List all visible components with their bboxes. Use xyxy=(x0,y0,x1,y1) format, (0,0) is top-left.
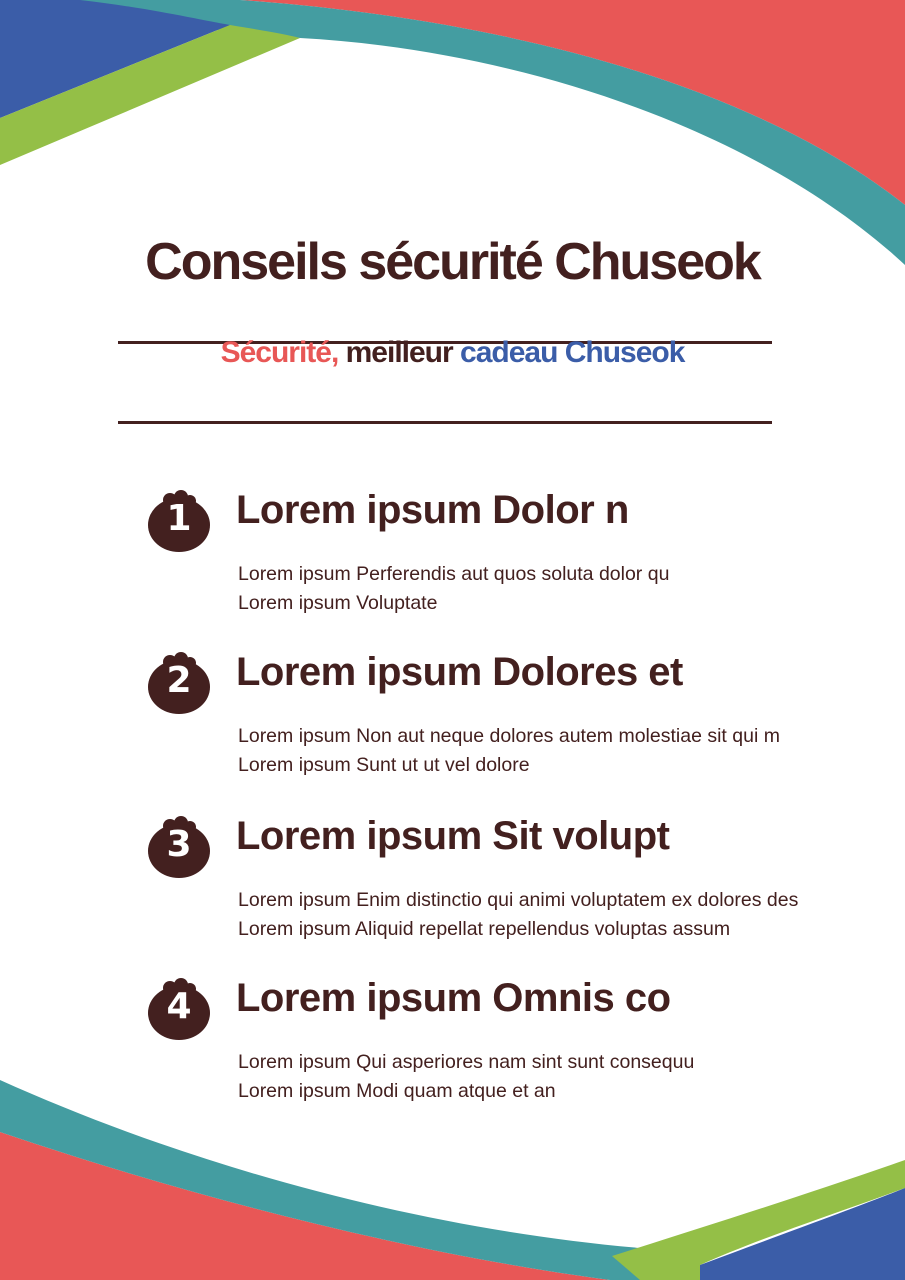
number-badge-icon xyxy=(148,816,212,880)
tip-description-line: Lorem ipsum Perferendis aut quos soluta dolor qu xyxy=(238,563,670,585)
tip-heading: Lorem ipsum Omnis co xyxy=(236,976,671,1020)
subtitle-part-blue: cadeau Chuseok xyxy=(460,336,685,369)
subtitle-bottom-rule xyxy=(118,421,772,424)
number-badge-icon xyxy=(148,490,212,554)
tip-description-line: Lorem ipsum Qui asperiores nam sint sunt consequu xyxy=(238,1051,695,1073)
tip-heading: Lorem ipsum Dolores et xyxy=(236,650,683,694)
tip-description-line: Lorem ipsum Voluptate xyxy=(238,591,438,614)
tip-heading: Lorem ipsum Dolor n xyxy=(236,488,629,532)
tip-heading: Lorem ipsum Sit volupt xyxy=(236,814,670,858)
tip-description-line: Lorem ipsum Enim distinctio qui animi voluptatem ex dolores des xyxy=(238,889,799,911)
tip-description-line: Lorem ipsum Non aut neque dolores autem molestiae sit qui m xyxy=(238,725,780,747)
subtitle-part-red: Sécurité, xyxy=(220,336,339,369)
tip-description xyxy=(238,560,669,617)
page-title: Conseils sécurité Chuseok xyxy=(145,233,760,291)
tip-description xyxy=(238,1048,694,1105)
tip-description-line: Lorem ipsum Modi quam atque et an xyxy=(238,1079,556,1102)
badge-number: 2 xyxy=(166,660,192,701)
tip-description xyxy=(238,722,780,779)
badge-number: 4 xyxy=(166,986,192,1027)
badge-number: 3 xyxy=(166,824,192,865)
tip-description-line: Lorem ipsum Sunt ut ut vel dolore xyxy=(238,753,530,776)
tip-description xyxy=(238,886,798,943)
subtitle xyxy=(0,336,905,370)
subtitle-part-dark: meilleur xyxy=(338,336,461,369)
number-badge-icon xyxy=(148,978,212,1042)
tip-description-line: Lorem ipsum Aliquid repellat repellendus voluptas assum xyxy=(238,917,731,940)
badge-number: 1 xyxy=(166,498,192,539)
number-badge-icon xyxy=(148,652,212,716)
